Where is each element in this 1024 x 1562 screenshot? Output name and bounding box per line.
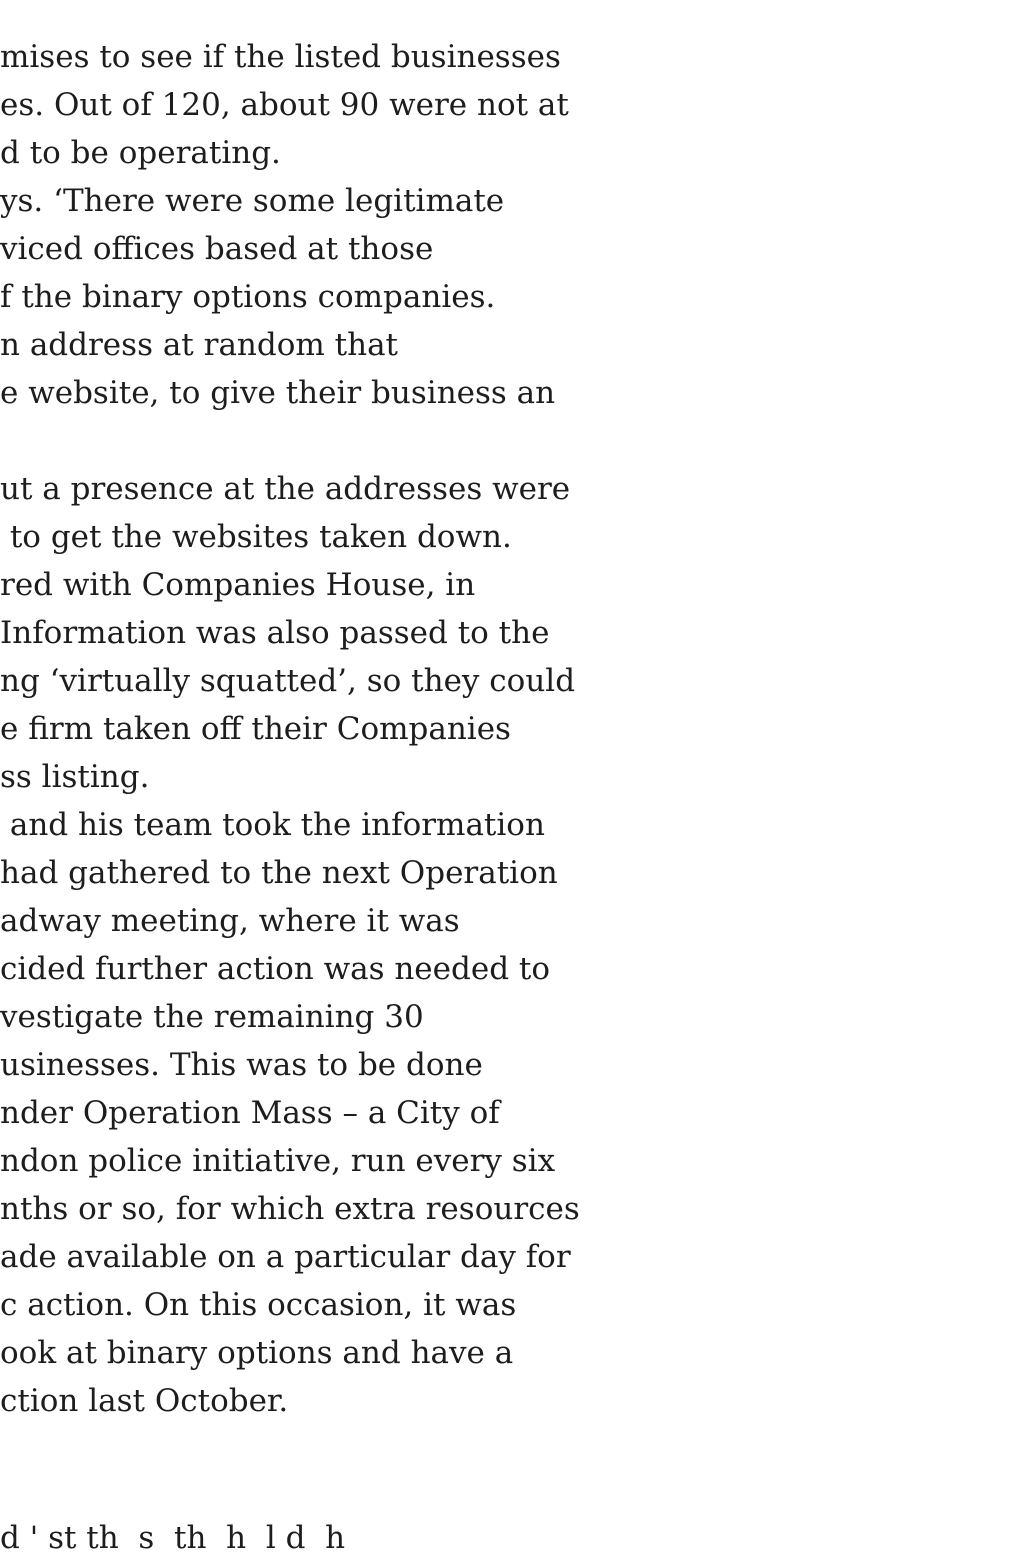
text-line: and his team took the information — [0, 807, 545, 843]
blank-line — [0, 417, 620, 465]
text-line: nder Operation Mass – a City of — [0, 1095, 500, 1131]
text-line: c action. On this occasion, it was — [0, 1287, 517, 1323]
text-line: vestigate the remaining 30 — [0, 999, 424, 1035]
text-line: ut a presence at the addresses were — [0, 471, 571, 507]
text-line: ys. ‘There were some legitimate — [0, 183, 505, 219]
text-line: mises to see if the listed businesses — [0, 39, 561, 75]
text-line: d to be operating. — [0, 135, 281, 171]
text-line: to get the websites taken down. — [0, 519, 512, 555]
text-line: ng ‘virtually squatted’, so they could — [0, 663, 576, 699]
text-line: ss listing. — [0, 759, 150, 795]
text-line: n address at random that — [0, 327, 399, 363]
text-line: cided further action was needed to — [0, 951, 551, 987]
text-line: had gathered to the next Operation — [0, 855, 558, 891]
text-line: red with Companies House, in — [0, 567, 476, 603]
text-line: ction last October. — [0, 1383, 289, 1419]
text-line: viced offices based at those — [0, 231, 434, 267]
text-line: usinesses. This was to be done — [0, 1047, 483, 1083]
text-line: e website, to give their business an — [0, 375, 556, 411]
text-line: adway meeting, where it was — [0, 903, 460, 939]
text-line: ook at binary options and have a — [0, 1335, 514, 1371]
text-line: nths or so, for which extra resources — [0, 1191, 580, 1227]
article-body-text — [0, 33, 620, 1425]
text-line: ndon police initiative, run every six — [0, 1143, 556, 1179]
text-line: ade available on a particular day for — [0, 1239, 571, 1275]
text-line: Information was also passed to the — [0, 615, 550, 651]
cropped-text-line: d ' st th s th h l d h — [0, 1520, 346, 1556]
text-line: es. Out of 120, about 90 were not at — [0, 87, 569, 123]
text-line: f the binary options companies. — [0, 279, 496, 315]
text-line: e firm taken off their Companies — [0, 711, 511, 747]
